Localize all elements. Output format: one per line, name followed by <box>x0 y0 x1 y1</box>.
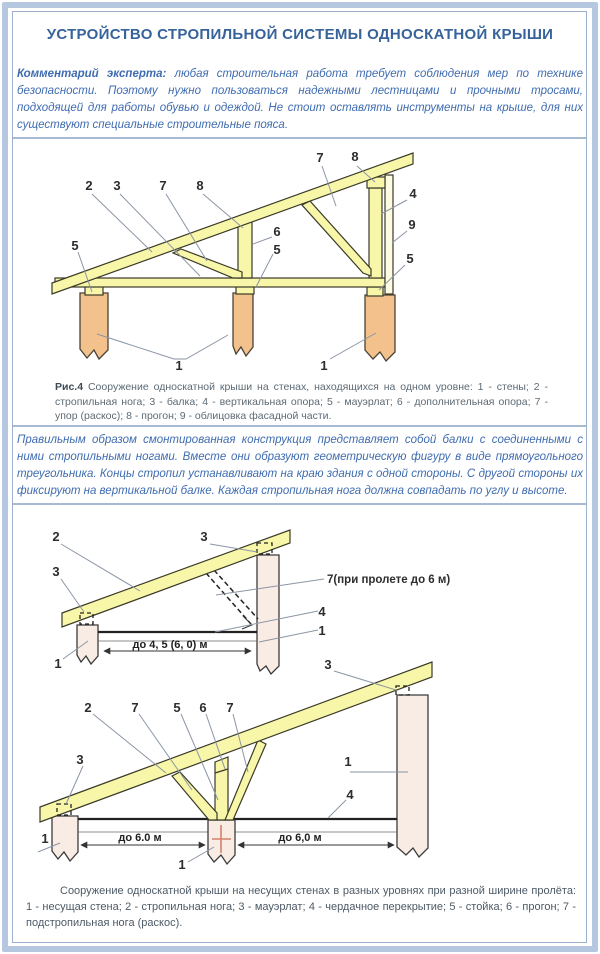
fig6-brace-left <box>172 772 217 820</box>
fig6-brace-right <box>225 740 266 820</box>
fig4-label-mauerlat-mid: 5 <box>273 242 281 257</box>
fig6-caption: Сооружение односкатной крыши на несущих стенах в разных уровнях при разной ширине пролёта: 1 - несущая стена; 2 - стропильная нога; 3 - мауэрлат; 4 - чердачное перекрытие; 5 - стойка; 6 - прогон; 7 - подстропильная нога (раскос). <box>26 885 576 929</box>
fig4-caption <box>55 380 548 424</box>
fig6-label-wall-left: 1 <box>41 831 49 846</box>
fig4-mid-support <box>238 221 252 278</box>
fig6-dim-left-text: до 6.0 м <box>118 832 162 844</box>
fig5-label-wall-right: 1 <box>318 623 326 638</box>
fig6-label-wall-right: 1 <box>344 754 352 769</box>
fig4-label-support: 6 <box>273 224 281 239</box>
fig6-dim-right-text: до 6,0 м <box>278 832 322 844</box>
fig5-label-mauerlat-left: 3 <box>52 564 60 579</box>
section-divider <box>13 425 586 427</box>
fig6-label-wall-mid: 1 <box>178 857 186 872</box>
fig5-label-wall-left: 1 <box>54 656 62 671</box>
fig4-label-purlin-mid: 8 <box>196 178 204 193</box>
fig6-label-rafter: 2 <box>84 700 92 715</box>
fig4-label-cladding: 9 <box>408 217 416 232</box>
fig6-label-post: 5 <box>173 700 181 715</box>
fig5-label-mauerlat-right: 3 <box>200 529 208 544</box>
fig4-label-brace-right: 7 <box>316 150 324 165</box>
fig4-label-mauerlat-right: 5 <box>406 251 414 266</box>
fig6-label-mauerlat-right: 3 <box>324 657 332 672</box>
fig4-wall-mid <box>233 293 253 356</box>
fig5-wall-left <box>77 625 98 664</box>
fig6-wall-left <box>52 816 78 861</box>
fig5-wall-right <box>257 555 279 674</box>
fig4-label-walls-left: 1 <box>175 358 183 373</box>
fig4-brace-right <box>302 201 371 276</box>
fig5-diagram <box>52 529 450 674</box>
fig6-post <box>215 757 228 820</box>
fig6-label-purlin: 6 <box>199 700 207 715</box>
fig5-dimension-text: до 4, 5 (6, 0) м <box>132 639 208 651</box>
figure-different-levels-roofs <box>0 510 600 882</box>
fig4-cladding <box>385 175 393 294</box>
fig6-wall-right <box>397 695 428 857</box>
fig6-label-brace-right: 7 <box>226 700 234 715</box>
fig4-tie-beam <box>55 278 385 287</box>
fig6-label-mauerlat-left: 3 <box>76 752 84 767</box>
section-divider <box>13 503 586 505</box>
fig4-label-post: 4 <box>409 186 417 201</box>
fig4-label-tie-beam: 3 <box>113 178 121 193</box>
fig4-label-purlin-right: 8 <box>351 149 359 164</box>
fig5-label-ceiling: 4 <box>318 604 326 619</box>
fig4-label-mauerlat-left: 5 <box>71 238 79 253</box>
fig5-rafter <box>62 530 290 627</box>
fig4-wall-left <box>80 293 108 359</box>
fig6-label-brace-left: 7 <box>131 700 139 715</box>
fig6-label-ceiling: 4 <box>346 787 354 802</box>
fig4-brace-left <box>173 249 242 278</box>
section-divider <box>13 137 586 139</box>
fig4-vertical-post <box>369 188 382 278</box>
fig4-caption-lead: Рис.4 <box>55 381 84 393</box>
fig5-label-rafter: 2 <box>52 529 60 544</box>
expert-comment-lead: Комментарий эксперта: <box>17 68 167 80</box>
fig5-span-note: 7(при пролете до 6 м) <box>327 574 451 586</box>
fig4-label-brace-left: 7 <box>159 178 167 193</box>
fig4-wall-right <box>365 295 395 361</box>
fig5-dashed-brace <box>206 573 251 624</box>
body-paragraph: Правильным образом смонтированная конструкция представляет собой балки с соединенными с ними стропильными ногами. Вместе они образуют геометрическую фигуру в виде прямоугольного треугольника. Концы стропил устанавливают на краю здания с одной стороны. С другой стороны их фиксируют на вертикальной балке. Каждая стропильная нога должна совпадать по углу и высоте. <box>17 434 583 497</box>
fig4-label-rafter: 2 <box>85 178 93 193</box>
expert-comment-text: любая строительная работа требует соблюдения мер по технике безопасности. Поэтому нужно пользоваться надежными лестницами и прочными тросами, подходящей для работы обувью и одеждой. Не стоит оставлять инструменты на крыше, для них существуют специальные строительные пояса. <box>17 68 583 131</box>
page-title: УСТРОЙСТВО СТРОПИЛЬНОЙ СИСТЕМЫ ОДНОСКАТНОЙ КРЫШИ <box>46 26 554 43</box>
fig4-label-walls-right: 1 <box>320 358 328 373</box>
fig4-caption-text: Сооружение односкатной крыши на стенах, находящихся на одном уровне: 1 - стены; 2 - стропильная нога; 3 - балка; 4 - вертикальная опора; 5 - мауэрлат; 6 - дополнительная опора; 7 - упор (раскос); 8 - прогон; 9 - облицовка фасадной части. <box>55 381 548 423</box>
fig6-diagram <box>38 657 432 872</box>
expert-comment <box>17 66 583 134</box>
figure-one-level-roof <box>0 142 600 378</box>
